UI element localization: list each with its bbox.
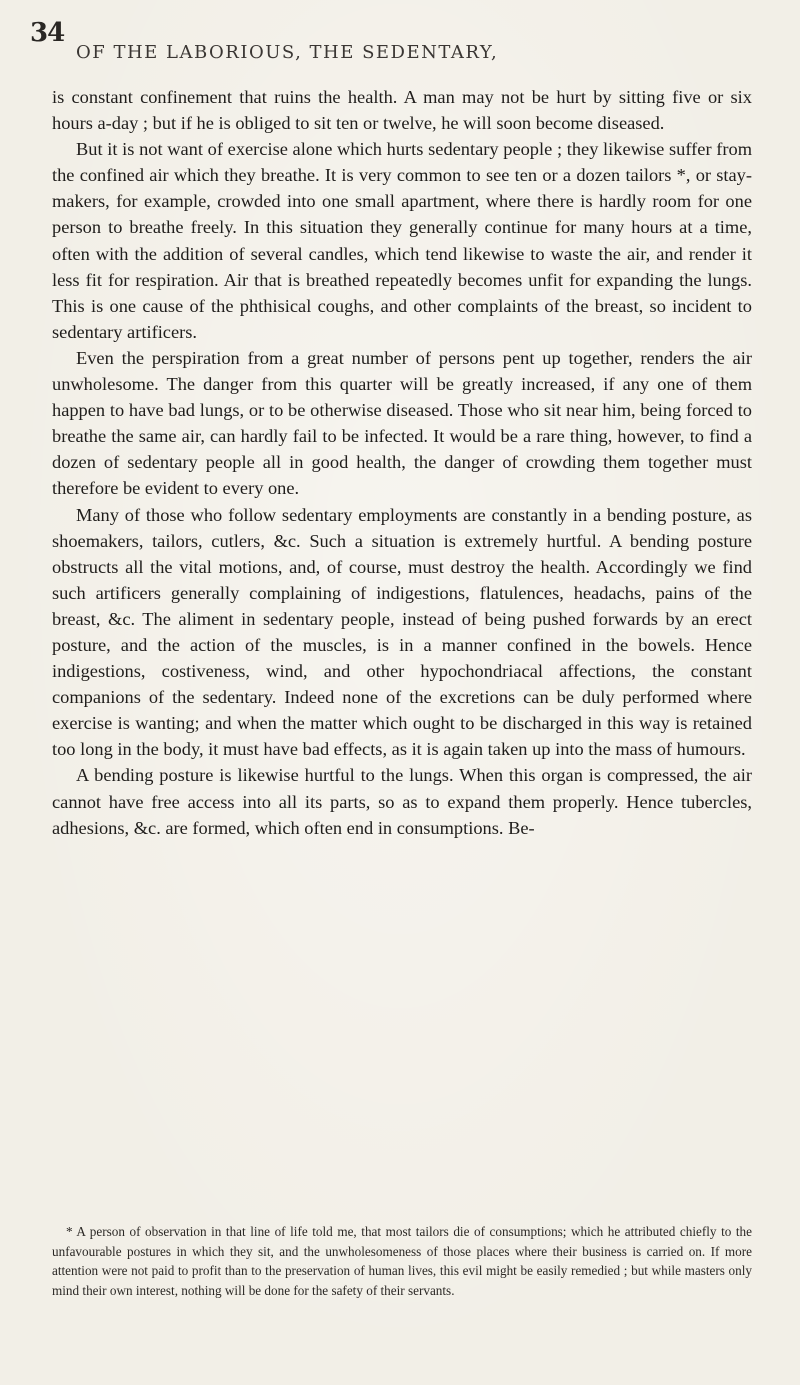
footnote-text: * A person of observation in that line of life told me, that most tailors die of consumptions; which he attributed chiefly to the unfavourable postures in which they sit, and the unwholesomeness of those places where their business is carried on. If more attention were not paid to profit than to the preservation of human lives, this evil might be easily remedied ; but while masters only mind their own interest, nothing will be done for the safety of their servants.	[52, 1224, 752, 1298]
paragraph: Many of those who follow sedentary employments are constantly in a bending posture, as shoemakers, tailors, cutlers, &c. Such a situation is extremely hurtful. A bending posture obstructs all the vital motions, and, of course, must destroy the health. Accordingly we find such artificers generally complaining of indigestions, flatulences, headachs, pains of the breast, &c. The aliment in sedentary people, instead of being pushed forwards by an erect posture, and the action of the muscles, is in a manner confined in the bowels. Hence indigestions, costiveness, wind, and other hypochondriacal affections, the constant companions of the sedentary. Indeed none of the excretions can be duly performed where exercise is wanting; and when the matter which ought to be discharged in this way is retained too long in the body, it must have bad effects, as it is again taken up into the mass of humours.	[52, 504, 752, 760]
page-number: 34	[30, 18, 65, 48]
main-text	[52, 84, 752, 841]
paragraph-continuation: is constant confinement that ruins the health. A man may not be hurt by sitting five or six hours a-day ; but if he is obliged to sit ten or twelve, he will soon become diseased.	[52, 87, 752, 134]
running-head-title: OF THE LABORIOUS, THE SEDENTARY,	[76, 42, 499, 63]
paragraph: A bending posture is likewise hurtful to the lungs. When this organ is compressed, the air cannot have free access into all its parts, so as to expand them properly. Hence tubercles, adhesions, &c. are formed, which often end in consumptions. Be-	[52, 765, 752, 838]
footnote	[52, 1222, 752, 1300]
running-head	[30, 18, 770, 78]
paragraph: But it is not want of exercise alone which hurts sedentary people ; they likewise suffer from the confined air which they breathe. It is very common to see ten or a dozen tailors *, or stay-makers, for example, crowded into one small apartment, where there is hardly room for one person to breathe freely. In this situation they generally continue for many hours at a time, often with the addition of several candles, which tend likewise to waste the air, and render it less fit for respiration. Air that is breathed repeatedly becomes unfit for expanding the lungs. This is one cause of the phthisical coughs, and other complaints of the breast, so incident to sedentary artificers.	[52, 139, 752, 342]
paragraph: Even the perspiration from a great number of persons pent up together, renders the air unwholesome. The danger from this quarter will be greatly increased, if any one of them happen to have bad lungs, or to be otherwise diseased. Those who sit near him, being forced to breathe the same air, can hardly fail to be infected. It would be a rare thing, however, to find a dozen of sedentary people all in good health, the danger of crowding them together must therefore be evident to every one.	[52, 347, 752, 499]
